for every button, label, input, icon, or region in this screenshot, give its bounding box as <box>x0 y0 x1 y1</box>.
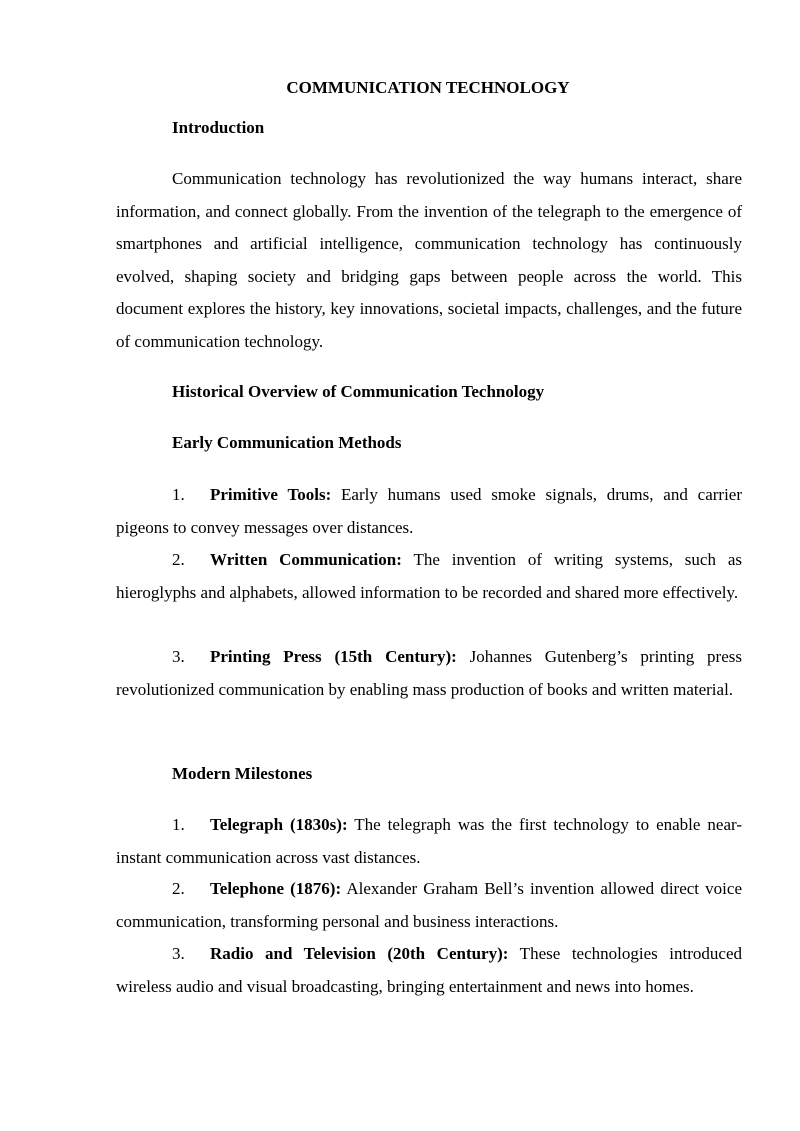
list-item <box>116 938 742 1003</box>
list-item-text: Early humans used smoke signals, drums, and carrier pigeons to convey messages over distances. <box>116 485 742 537</box>
list-item-lead: Telephone (1876): <box>210 879 342 898</box>
list-item <box>116 544 742 609</box>
list-item-number: 3. <box>172 944 185 963</box>
list-item <box>116 479 742 544</box>
historical-heading: Historical Overview of Communication Technology <box>172 382 545 401</box>
list-item-lead: Telegraph (1830s): <box>210 815 348 834</box>
intro-paragraph: Communication technology has revolutionized the way humans interact, share information, and connect globally. From the invention of the telegraph to the emergence of smartphones and artificial intelligence, communication technology has continuously evolved, shaping society and bridging gaps between people across the world. This document explores the history, key innovations, societal impacts, challenges, and the future of communication technology. <box>116 169 742 351</box>
list-item-number: 2. <box>172 879 185 898</box>
list-item-text: Alexander Graham Bell’s invention allowed direct voice communication, transforming personal and business interactions. <box>116 879 742 931</box>
list-item-number: 1. <box>172 485 185 504</box>
list-item <box>116 809 742 874</box>
list-item-lead: Primitive Tools: <box>210 485 332 504</box>
list-item-text: Johannes Gutenberg’s printing press revolutionized communication by enabling mass production of books and written material. <box>116 647 742 699</box>
list-item-lead: Radio and Television (20th Century): <box>210 944 509 963</box>
list-item <box>116 873 742 938</box>
list-item-number: 2. <box>172 550 185 569</box>
list-item-number: 1. <box>172 815 185 834</box>
list-item-text: The telegraph was the first technology to enable near-instant communication across vast distances. <box>116 815 742 867</box>
list-item <box>116 641 742 706</box>
list-item-lead: Printing Press (15th Century): <box>210 647 457 666</box>
early-methods-heading: Early Communication Methods <box>172 433 402 452</box>
list-item-text: The invention of writing systems, such as hieroglyphs and alphabets, allowed information to be recorded and shared more effectively. <box>116 550 742 602</box>
list-item-text: These technologies introduced wireless audio and visual broadcasting, bringing entertainment and news into homes. <box>116 944 743 996</box>
list-item-number: 3. <box>172 647 185 666</box>
list-item-lead: Written Communication: <box>210 550 402 569</box>
document-title: COMMUNICATION TECHNOLOGY <box>286 78 570 97</box>
intro-heading: Introduction <box>172 118 265 137</box>
modern-milestones-heading: Modern Milestones <box>172 764 313 783</box>
